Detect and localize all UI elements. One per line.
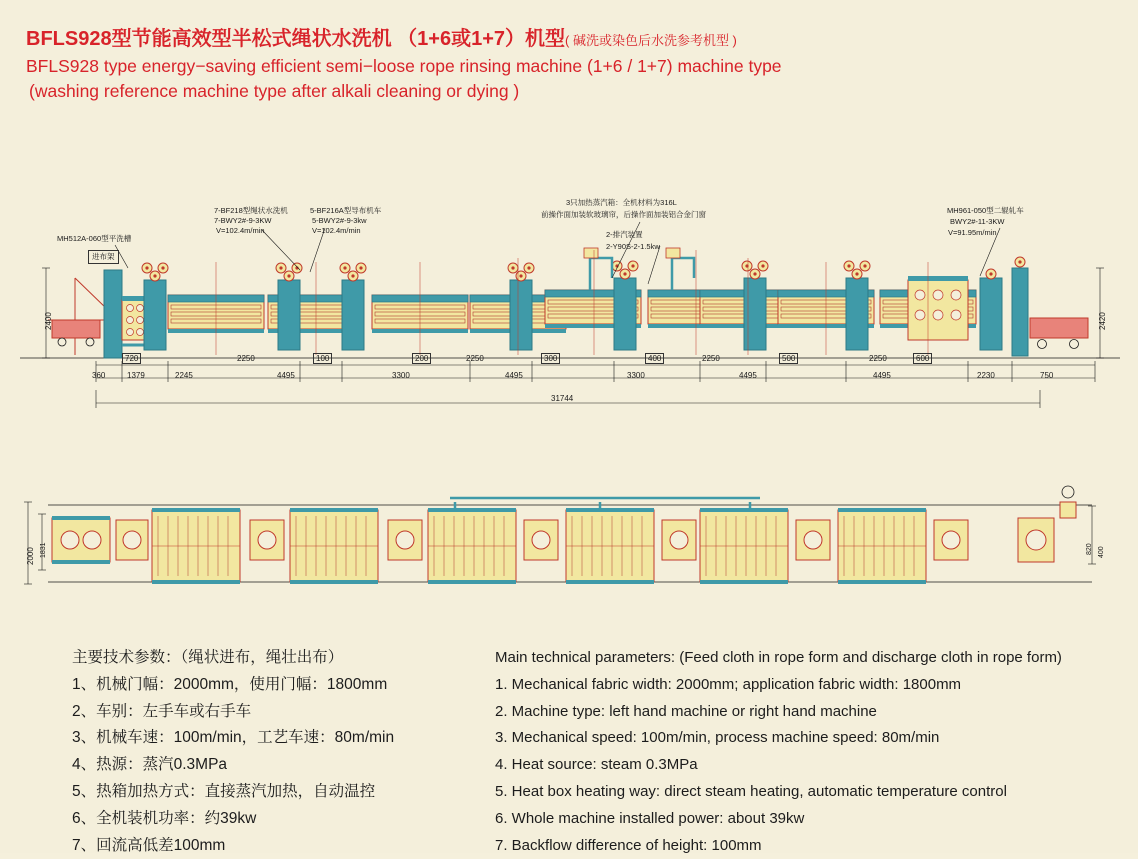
plan-dim-2000: 2000 [26,547,35,565]
callout-rope-machine-line2: 7-BWY2#-9-3KW [214,216,272,225]
plan-dim-820: 820 [1086,543,1093,555]
drive-column-1 [142,263,168,350]
spec-cn-0: 主要技术参数：（绳状进布，绳壮出布） [72,649,344,666]
callout-guide-machine-line3: V=102.4m/min [312,226,361,235]
dim-2250-c: 2250 [702,354,720,363]
title-chinese-main: BFLS928型节能高效型半松式绳状水洗机 （1+6或1+7）机型 [26,28,565,50]
dim-2250-b: 2250 [466,354,484,363]
callout-mangle-line3: V=91.95m/min [948,228,997,237]
title-block [26,26,1106,104]
title-chinese [26,26,1106,54]
spec-cn-4: 4、热源：蒸汽0.3MPa [72,756,228,774]
dim-total-text: 31744 [551,394,574,403]
dim-100: 100 [313,353,332,364]
dim-chain-7: 4495 [739,371,757,380]
dim-chain-upper [96,361,1095,382]
plan-view [24,486,1096,584]
specifications [0,645,1138,853]
dim-chain-5: 4495 [505,371,523,380]
callout-heatbox-line2: 前操作面加装软玻璃帘，后操作面加装铝合金门窗 [541,210,706,219]
drive-column-2 [276,263,302,350]
dim-2250-d: 2250 [869,354,887,363]
plan-dim-1831: 1831 [40,542,47,558]
callout-guide-machine-line2: 5-BWY2#-9-3kw [312,216,367,225]
drive-column-3 [340,263,366,350]
spec-en-2: 2. Machine type: left hand machine or right hand machine [495,702,877,720]
machine-train [142,261,1002,350]
callout-rope-machine-line3: V=102.4m/min [216,226,265,235]
callout-flat-wash-tank: MH512A-060型平洗槽 [57,234,132,243]
specs-chinese [72,645,472,859]
callout-infeed-frame: 进布架 [88,250,119,264]
dim-chain-4: 3300 [392,371,410,380]
exit-frame [1012,257,1088,356]
dim-300: 300 [541,353,560,364]
spec-en-4: 4. Heat source: steam 0.3MPa [495,756,698,774]
dim-chain-2: 2245 [175,371,193,380]
callout-heatbox-line1: 3只加热蒸汽箱：全机材料为316L [566,198,677,207]
dim-600: 600 [913,353,932,364]
dim-720: 720 [122,353,141,364]
spec-en-6: 6. Whole machine installed power: about 39kw [495,809,805,827]
callout-mangle-line1: MH961-050型二辊轧车 [947,206,1024,215]
dim-chain-8: 4495 [873,371,891,380]
dim-chain-9: 2230 [977,371,995,380]
spec-cn-7: 7、回流高低差100mm [72,836,226,854]
drive-column-8 [980,269,1002,350]
two-roll-mangle [908,276,968,340]
dim-400: 400 [645,353,664,364]
exhaust-pipes [590,258,694,290]
spec-cn-1: 1、机械门幅：2000mm，使用门幅：1800mm [72,675,388,693]
plan-right-unit [1018,486,1076,562]
title-chinese-note: ( 碱洗或染色后水洗参考机型 ) [565,33,737,48]
title-english-line1: BFLS928 type energy−saving efficient semi−loose rope rinsing machine (1+6 / 1+7) machine type [26,56,782,76]
spec-cn-2: 2、车别：左手车或右手车 [72,702,252,720]
spec-en-5: 5. Heat box heating way: direct steam heating, automatic temperature control [495,782,1007,800]
title-english-line2: (washing reference machine type after alkali cleaning or dying ) [29,81,520,101]
dim-height-left-text: 2400 [44,312,53,330]
plan-left-unit [52,516,110,564]
drive-column-7 [844,261,870,350]
spec-cn-6: 6、全机装机功率：约39kw [72,809,257,827]
specs-english [495,645,1125,859]
technical-drawing [0,150,1138,630]
plan-dim-right [1088,506,1096,564]
infeed-frame [48,278,108,355]
elevation-view [20,222,1120,408]
dim-chain-6: 3300 [627,371,645,380]
callout-exhaust-line1: 2-排汽装置 [606,230,643,239]
dim-height-right-text: 2420 [1098,312,1107,330]
callout-guide-machine-line1: 5-BF216A型导布机车 [310,206,382,215]
spec-cn-3: 3、机械车速：100m/min，工艺车速：80m/min [72,729,395,747]
spec-en-0: Main technical parameters: (Feed cloth in rope form and discharge cloth in rope form) [495,649,1062,666]
dim-500: 500 [779,353,798,364]
spec-en-1: 1. Mechanical fabric width: 2000mm; application fabric width: 1800mm [495,675,962,693]
dim-chain-3: 4495 [277,371,295,380]
callout-exhaust-line2: 2-Y90S-2-1.5kw [606,242,660,251]
drive-column-5 [612,261,638,350]
drive-column-4 [508,263,534,350]
drive-column-6 [742,261,768,350]
spec-cn-5: 5、热箱加热方式：直接蒸汽加热，自动温控 [72,782,376,800]
dim-2250-a: 2250 [237,354,255,363]
spec-en-3: 3. Mechanical speed: 100m/min, process machine speed: 80m/min [495,729,940,747]
callout-rope-machine-line1: 7-BF218型绳状水洗机 [214,206,288,215]
dim-chain-10: 750 [1040,371,1054,380]
dim-chain-1: 1379 [127,371,145,380]
dim-200: 200 [412,353,431,364]
spec-en-7: 7. Backflow difference of height: 100mm [495,836,762,854]
dim-chain-0: 360 [92,371,106,380]
callout-mangle-line2: BWY2#-11-3KW [950,217,1005,226]
plan-dim-400: 400 [1098,546,1105,558]
